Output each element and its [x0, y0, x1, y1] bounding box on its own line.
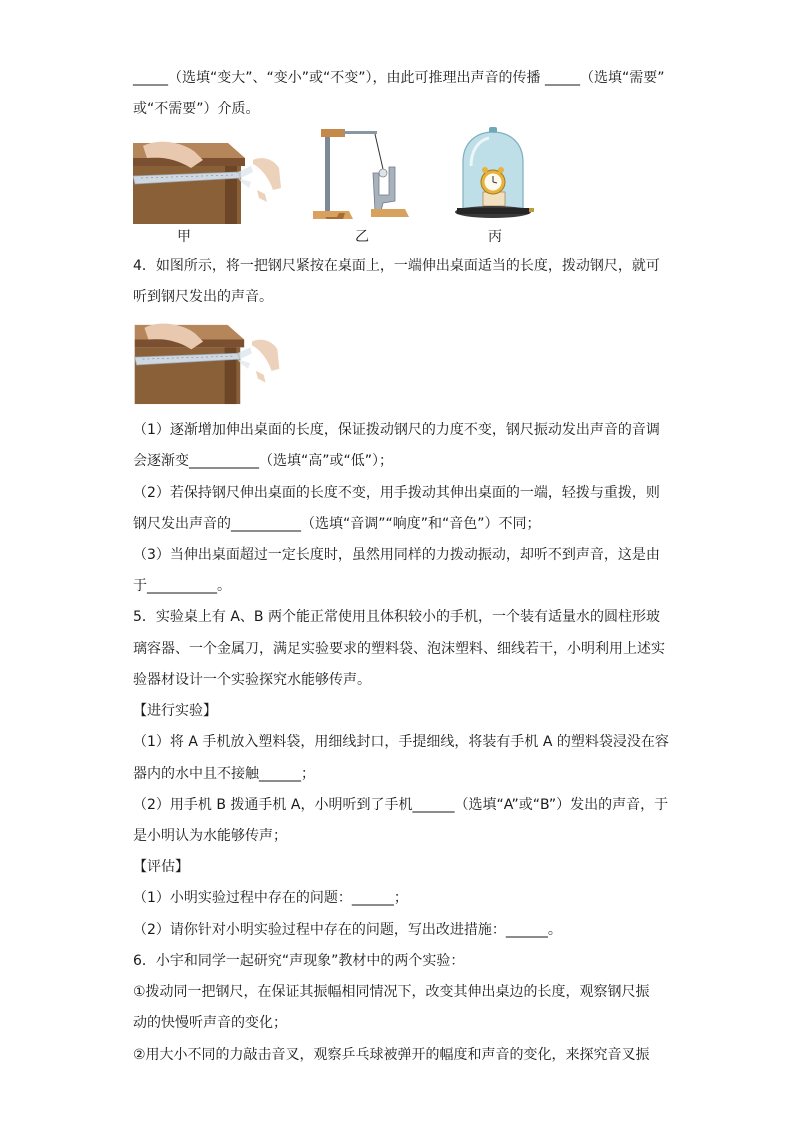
text-line: ②用大小不同的力敲击音叉，观察乒乓球被弹开的幅度和声音的变化，来探究音叉振 [133, 1047, 650, 1063]
text-line: ①拨动同一把钢尺，在保证其振幅相同情况下，改变其伸出桌边的长度，观察钢尺振 [133, 984, 650, 1000]
text-line: （2）若保持钢尺伸出桌面的长度不变，用手拨动其伸出桌面的一端，轻拨与重拨，则 [133, 485, 660, 501]
text-line: 4．如图所示，将一把钢尺紧按在桌面上，一端伸出桌面适当的长度，拨动钢尺，就可 [133, 258, 660, 274]
text-line: 5．实验桌上有 A、B 两个能正常使用且体积较小的手机，一个装有适量水的圆柱形玻 [133, 609, 660, 625]
text-line: _____（选填“变大”、“变小”或“不变”），由此可推理出声音的传播 _____（选填“需要” [133, 70, 665, 86]
text-line: 钢尺发出声音的__________（选填“音调”“响度”和“音色”）不同； [133, 516, 541, 532]
text-line: 或“不需要”）介质。 [133, 101, 260, 117]
text-line: （2）请你针对小明实验过程中存在的问题，写出改进措施：______。 [133, 922, 562, 938]
text-line: （1）逐渐增加伸出桌面的长度，保证拨动钢尺的力度不变，钢尺振动发出声音的音调 [133, 422, 660, 438]
text-line: 6．小宇和同学一起研究“声现象”教材中的两个实验： [133, 953, 465, 969]
text-line: （1）将 A 手机放入塑料袋，用细线封口，手提细线，将装有手机 A 的塑料袋浸没在容 [133, 734, 669, 750]
section-heading: 【进行实验】 [133, 703, 217, 719]
figure-caption-yi: 乙 [355, 229, 369, 245]
figure-caption-bing: 丙 [488, 229, 502, 245]
bell-jar-figure-bing [455, 126, 535, 224]
text-line: （3）当伸出桌面超过一定长度时，虽然用同样的力拨动振动，却听不到声音，这是由 [133, 547, 660, 563]
figure-caption-jia: 甲 [177, 229, 191, 245]
text-line: 会逐渐变__________（选填“高”或“低”）； [133, 453, 394, 469]
text-line: 器内的水中且不接触______； [133, 766, 315, 782]
ruler-on-table-figure-jia [133, 138, 283, 226]
section-heading: 【评估】 [133, 859, 189, 875]
tuning-fork-figure-yi [313, 125, 423, 225]
text-line: （1）小明实验过程中存在的问题：______； [133, 890, 408, 906]
text-line: 是小明认为水能够传声； [133, 828, 287, 844]
ruler-on-table-figure [133, 320, 283, 406]
text-line: 验器材设计一个实验探究水能够传声。 [133, 672, 371, 688]
text-line: 听到钢尺发出的声音。 [133, 289, 273, 305]
text-line: 璃容器、一个金属刀，满足实验要求的塑料袋、泡沫塑料、细线若干，小明利用上述实 [133, 641, 665, 657]
text-line: 于__________。 [133, 578, 231, 594]
text-line: 动的快慢听声音的变化； [133, 1015, 287, 1031]
text-line: （2）用手机 B 拨通手机 A，小明听到了手机______（选填“A”或“B”）发出的声音，于 [133, 797, 669, 813]
